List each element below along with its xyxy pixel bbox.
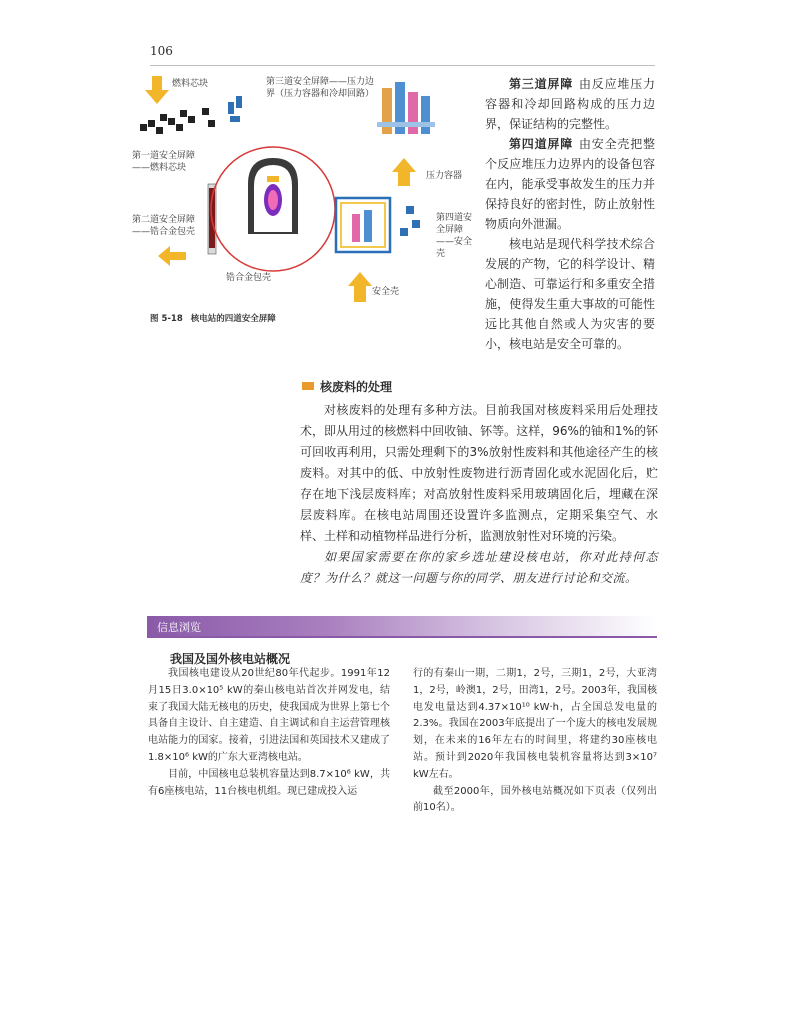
label-barrier-4: 第四道安全屏障——安全壳 xyxy=(436,213,473,259)
section-marker-icon xyxy=(302,382,314,390)
arrow-down-icon xyxy=(145,76,169,104)
barrier-description-column xyxy=(485,74,655,354)
barrier-3-heading: 第三道屏障 xyxy=(509,77,573,91)
label-fuel-core: 燃料芯块 xyxy=(172,79,209,89)
reading-left-column xyxy=(148,666,390,800)
fuel-pellets-icon xyxy=(140,108,215,134)
paragraph-safety-summary: 核电站是现代科学技术综合发展的产物，它的科学设计、精心制造、可靠运行和多重安全措施，使得发生重大事故的可能性远比其他自然或人为灾害的要小，核电站是安全可靠的。 xyxy=(485,237,655,351)
label-containment: 安全壳 xyxy=(372,287,400,297)
reading-right-column xyxy=(413,666,657,817)
figure-caption xyxy=(150,312,284,324)
label-pressure-vessel: 压力容器 xyxy=(426,171,463,181)
section-body xyxy=(300,400,658,589)
banner-rule xyxy=(147,636,657,638)
arrow-up-icon xyxy=(348,272,372,302)
arrow-up-icon xyxy=(392,158,416,186)
reading-paragraph: 我国核电建设从20世纪80年代起步。1991年12月15日3.0×10⁵ kW的秦山核电站首次并网发电，结束了我国大陆无核电的历史，使我国成为世界上第七个具备自主设计、自主建造、自主调试和自主运营管理核电站能力的国家。接着，引进法国和英国技术又建成了1.8×10⁶ kW的广东大亚湾核电站。 xyxy=(148,668,390,763)
label-barrier-1: 第一道安全屏障——燃料芯块 xyxy=(132,151,196,173)
page-number: 106 xyxy=(150,44,173,58)
barrier-4-heading: 第四道屏障 xyxy=(509,137,573,151)
label-barrier-3: 第三道安全屏障——压力边界（压力容器和冷却回路） xyxy=(266,77,375,99)
fuel-assembly-icon xyxy=(228,96,242,122)
label-barrier-2: 第二道安全屏障——锆合金包壳 xyxy=(132,215,196,237)
section-heading-text: 核废料的处理 xyxy=(320,380,393,394)
arrow-left-icon xyxy=(158,246,186,266)
paragraph-discussion: 如果国家需要在你的家乡选址建设核电站，你对此持何态度？为什么？就这一问题与你的同学、朋友进行讨论和交流。 xyxy=(300,550,658,585)
reading-paragraph: 目前，中国核电总装机容量达到8.7×10⁶ kW，共有6座核电站，11台核电机组。现已建成投入运 xyxy=(148,768,390,797)
header-rule xyxy=(150,65,655,66)
label-zr-cladding: 锆合金包壳 xyxy=(226,273,272,283)
reading-paragraph: 截至2000年，国外核电站概况如下页表（仅列出前10名）。 xyxy=(413,785,657,814)
paragraph-barrier-4 xyxy=(485,134,655,234)
reading-title: 我国及国外核电站概况 xyxy=(170,652,291,666)
figure-caption-number: 图 5-18 xyxy=(150,314,183,324)
containment-blocks-icon xyxy=(400,206,420,236)
figure-caption-text: 核电站的四道安全屏障 xyxy=(190,314,276,324)
safety-barriers-figure xyxy=(130,72,485,310)
reactor-containment-icon xyxy=(248,158,298,234)
figure-illustration xyxy=(130,72,485,310)
barrier-4-text: 由安全壳把整个反应堆压力边界内的设备包容在内，能承受事故发生的压力并保持良好的密封性，防止放射性物质向外泄漏。 xyxy=(485,137,655,231)
paragraph-waste-processing: 对核废料的处理有多种方法。目前我国对核废料采用后处理技术，即从用过的核燃料中回收铀、钚等。这样，96%的铀和1%的钚可回收再利用，只需处理剩下的3%放射性废料和其他途径产生的核废料。对其中的低、中放射性废物进行沥青固化或水泥固化后，贮存在地下浅层废料库；对高放射性废料采用玻璃固化后，埋藏在深层废料库。在核电站周围还设置许多监测点，定期采集空气、水样、土样和动植物样品进行分析，监测放射性对环境的污染。 xyxy=(300,403,658,543)
paragraph-barrier-3 xyxy=(485,74,655,134)
containment-frame-icon xyxy=(336,198,390,252)
pressure-vessel-icon xyxy=(377,82,435,134)
info-banner xyxy=(147,616,657,636)
banner-label: 信息浏览 xyxy=(157,621,201,634)
reading-paragraph: 行的有秦山一期，二期1，2号，三期1，2号，大亚湾1，2号，岭澳1，2号，田湾1，2号。2003年，我国核电发电量达到4.37×10¹⁰ kW·h，占全国总发电量的2.3%。我国在2003年底提出了一个庞大的核电发展规划，在未来的16年左右的时间里，将建约30座核电站。预计到2020年我国核电装机容量将达到3×10⁷ kW左右。 xyxy=(413,668,657,780)
barrier-3-text: 由反应堆压力容器和冷却回路构成的压力边界，保证结构的完整性。 xyxy=(485,77,655,131)
section-heading xyxy=(302,378,392,395)
